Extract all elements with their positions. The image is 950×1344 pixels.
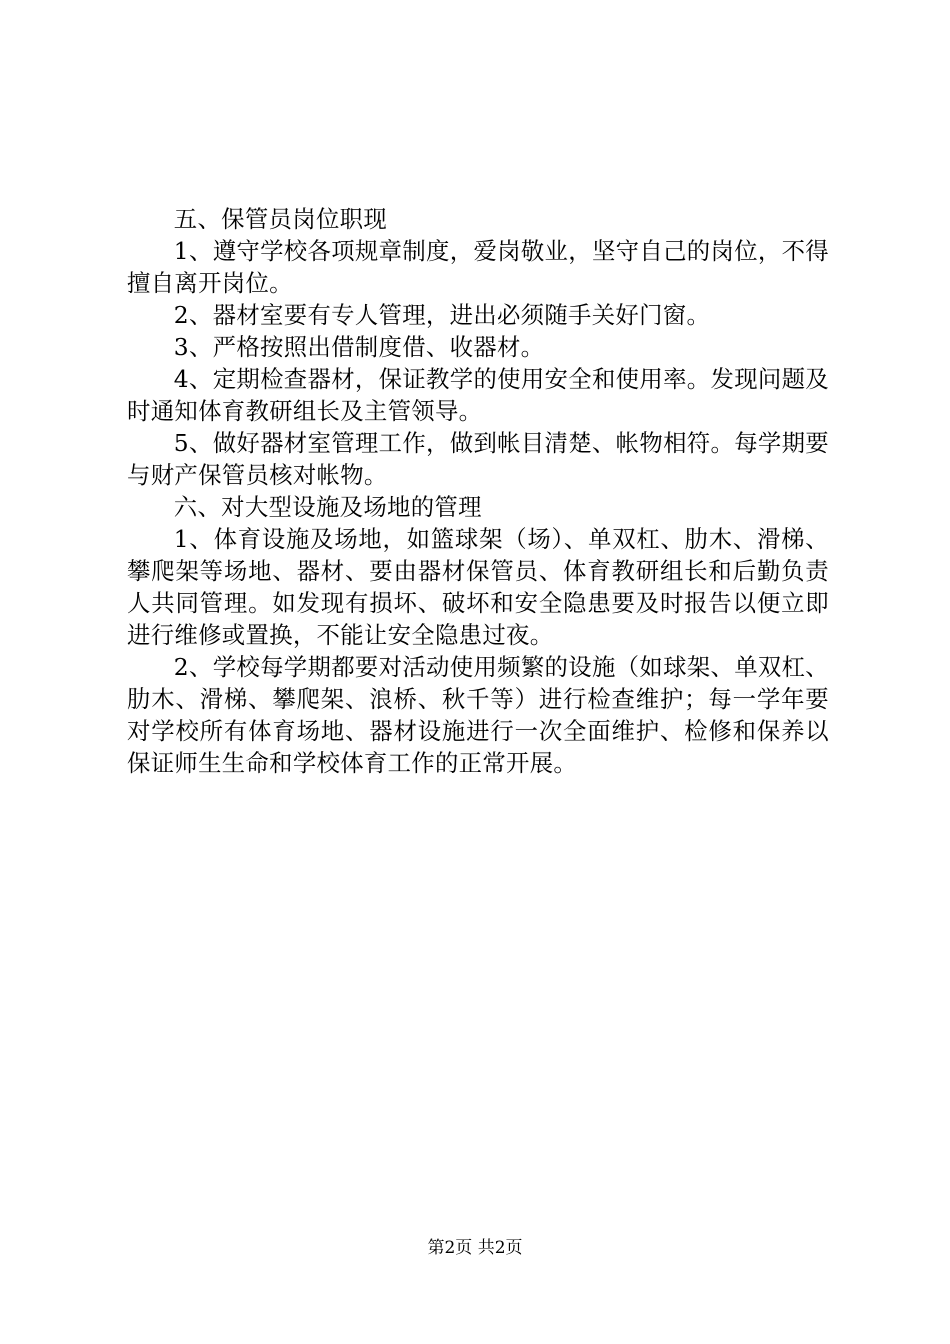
paragraph-6-1: 1、体育设施及场地，如篮球架（场）、单双杠、肋木、滑梯、攀爬架等场地、器材、要由器材保管员、体育教研组长和后勤负责人共同管理。如发现有损坏、破坏和安全隐患要及时报告以便立即进行维修或置换，不能让安全隐患过夜。 — [127, 525, 829, 649]
paragraph-5-5: 5、做好器材室管理工作，做到帐目清楚、帐物相符。每学期要与财产保管员核对帐物。 — [127, 429, 829, 489]
paragraph-6-2: 2、学校每学期都要对活动使用频繁的设施（如球架、单双杠、肋木、滑梯、攀爬架、浪桥、秋千等）进行检查维护；每一学年要对学校所有体育场地、器材设施进行一次全面维护、检修和保养以保证师生生命和学校体育工作的正常开展。 — [127, 653, 829, 777]
section-heading-5: 五、保管员岗位职现 — [173, 205, 388, 233]
paragraph-5-4: 4、定期检查器材，保证教学的使用安全和使用率。发现问题及时通知体育教研组长及主管领导。 — [127, 365, 829, 425]
paragraph-5-1: 1、遵守学校各项规章制度，爱岗敬业，坚守自己的岗位，不得擅自离开岗位。 — [127, 237, 829, 297]
document-body — [127, 203, 829, 779]
section-heading-6: 六、对大型设施及场地的管理 — [173, 493, 482, 521]
page-number-footer: 第2页 共2页 — [427, 1238, 523, 1258]
paragraph-5-2: 2、器材室要有专人管理，进出必须随手关好门窗。 — [173, 301, 711, 329]
paragraph-5-3: 3、严格按照出借制度借、收器材。 — [173, 333, 545, 361]
